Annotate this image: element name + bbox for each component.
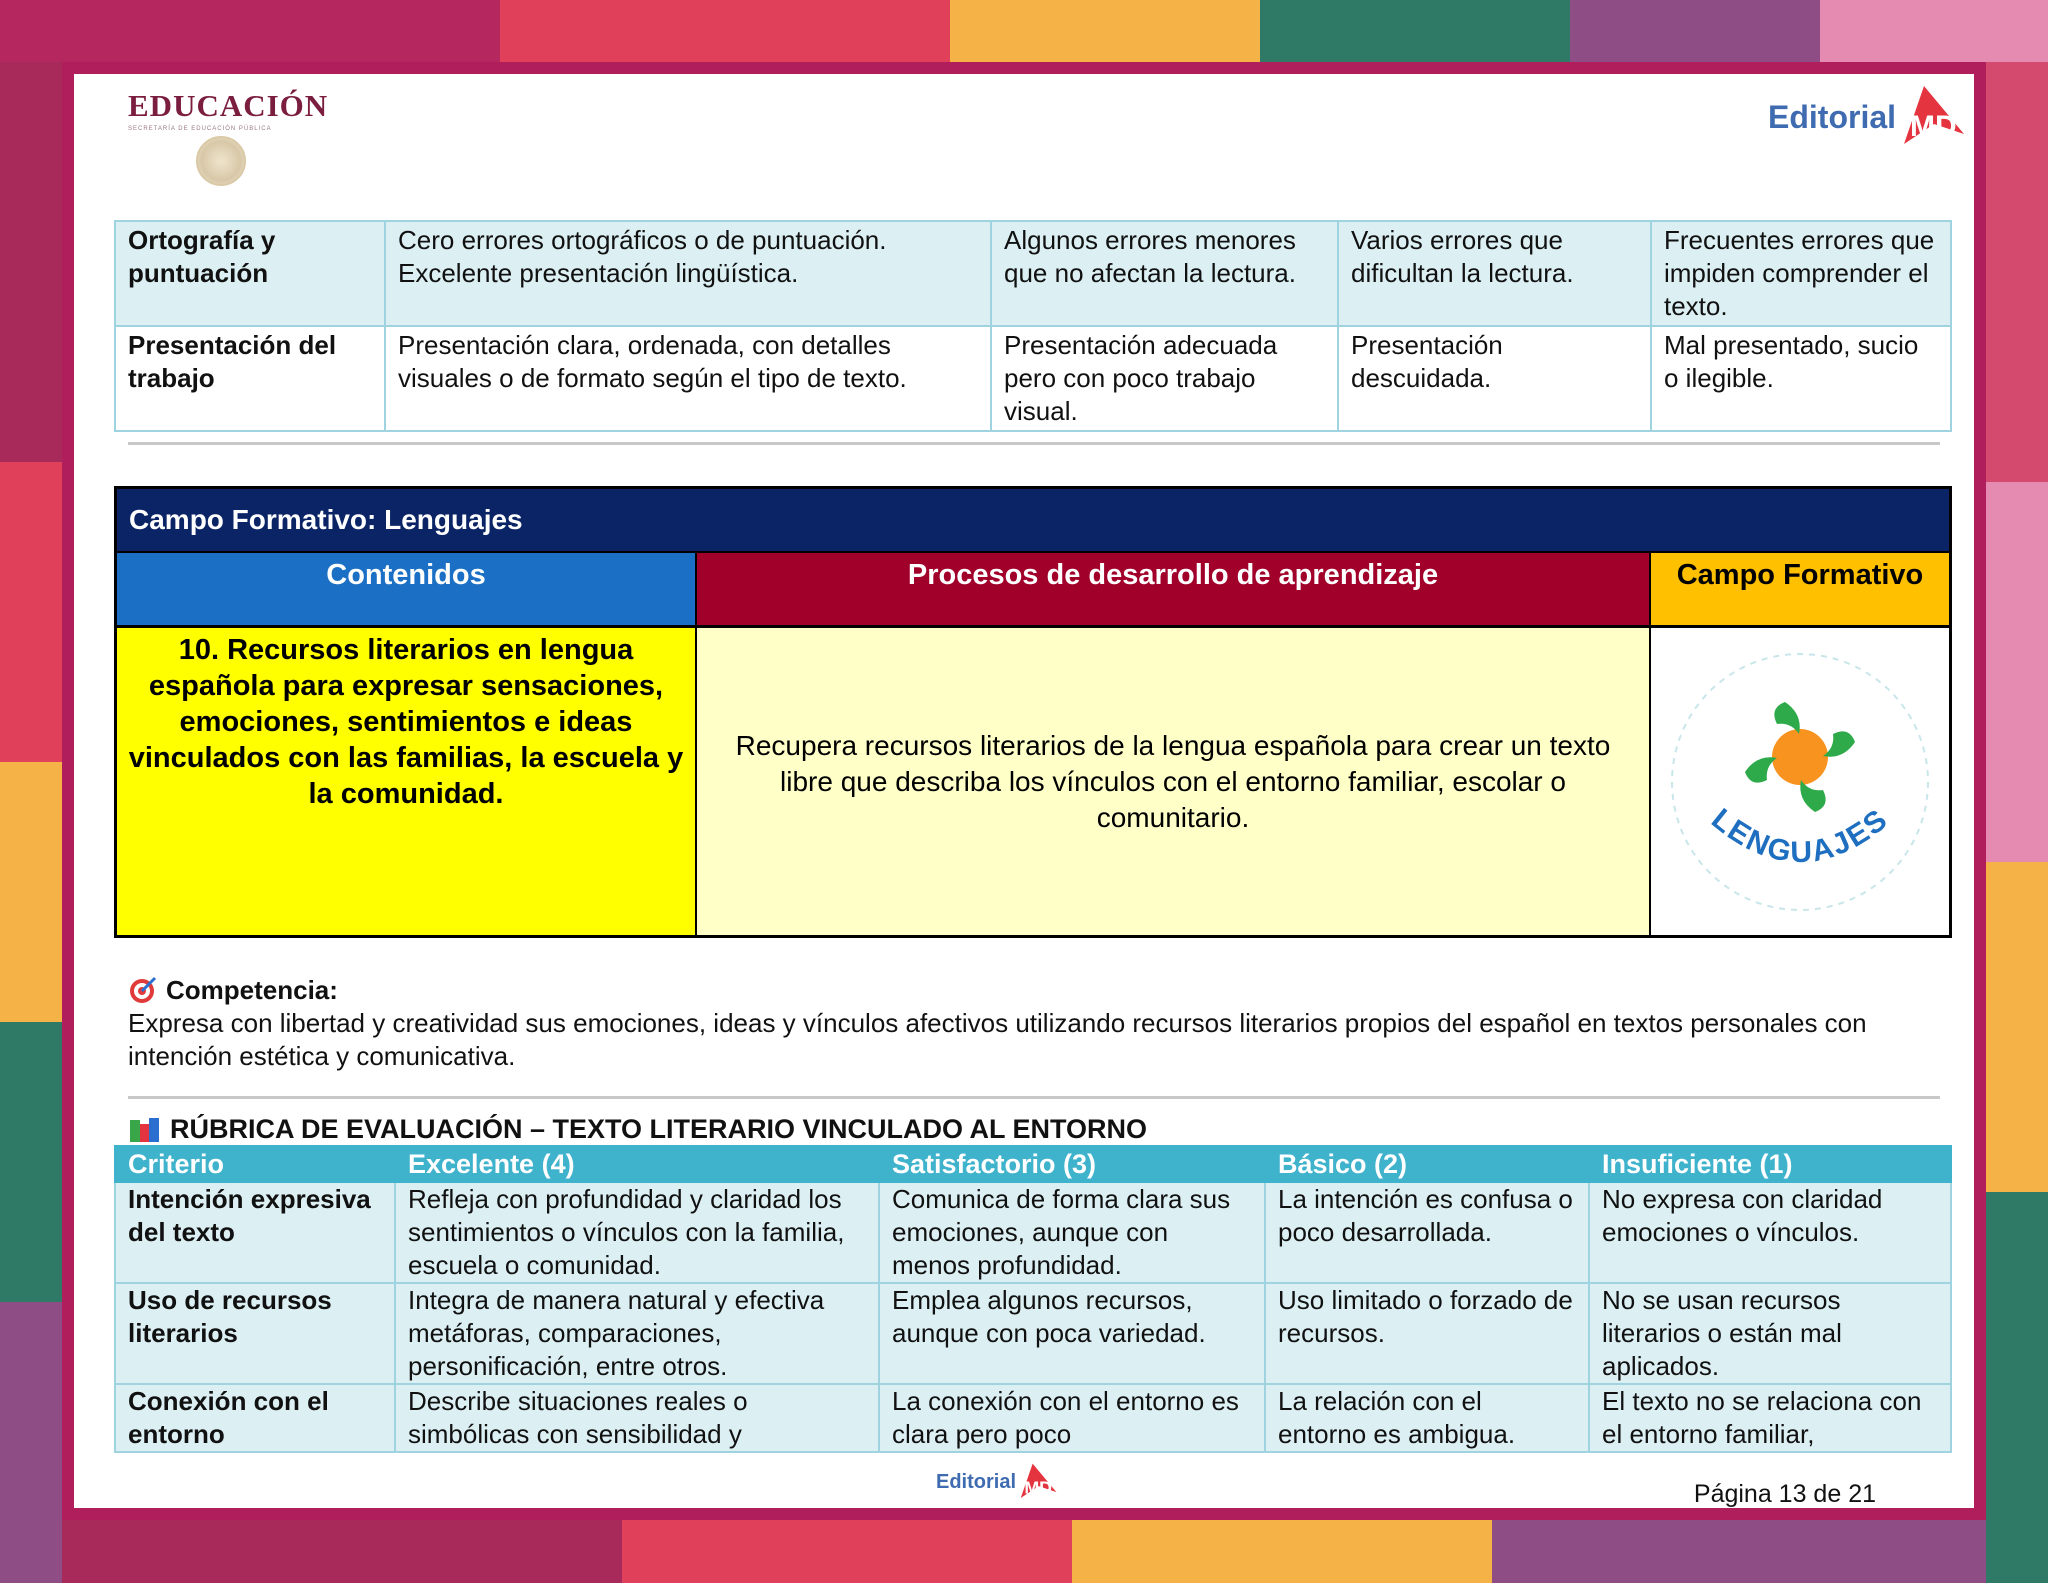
header-satisfactorio: Satisfactorio (3) [879, 1146, 1265, 1182]
background-block [0, 1302, 62, 1583]
satisfactory-cell: La conexión con el entorno es clara pero poco [879, 1384, 1265, 1452]
footer-editorial-word: Editorial [936, 1470, 1017, 1493]
header-criterio: Criterio [115, 1146, 395, 1182]
satisfactory-cell: Presentación adecuada pero con poco trabajo visual. [991, 326, 1338, 431]
excellent-cell: Integra de manera natural y efectiva metáforas, comparaciones, personificación, entre otros. [395, 1283, 879, 1384]
rubric-header-row [115, 1146, 1951, 1182]
background-block [1986, 482, 2048, 862]
criterion-cell: Conexión con el entorno [115, 1384, 395, 1452]
excellent-cell: Describe situaciones reales o simbólicas con sensibilidad y [395, 1384, 879, 1452]
footer-md-mark-icon [1016, 1460, 1060, 1504]
competencia-text: Expresa con libertad y creatividad sus emociones, ideas y vínculos afectivos utilizando recursos literarios propios del español en textos personales con intención estética y comunicativa. [128, 1008, 1867, 1071]
background-block [622, 1520, 1072, 1583]
insufficient-cell: Frecuentes errores que impiden comprender el texto. [1651, 221, 1951, 326]
background-block [0, 462, 62, 762]
background-block [950, 0, 1260, 62]
sep-logo-subtitle: SECRETARÍA DE EDUCACIÓN PÚBLICA [128, 126, 272, 132]
criterion-cell: Ortografía y puntuación [115, 221, 385, 326]
background-block [0, 0, 500, 62]
editorial-md-logo [1768, 80, 1970, 154]
campo-header-row [117, 553, 1949, 628]
table-row [115, 1384, 1951, 1452]
excellent-cell: Cero errores ortográficos o de puntuación. Excelente presentación lingüística. [385, 221, 991, 326]
svg-text:LENGUAJES [1705, 802, 1894, 869]
sep-logo-word: EDUCACIÓN [128, 88, 329, 123]
header-excelente: Excelente (4) [395, 1146, 879, 1182]
basic-cell: La relación con el entorno es ambigua. [1265, 1384, 1589, 1452]
campo-title: Campo Formativo: Lenguajes [117, 489, 1949, 553]
rubric-title-text: RÚBRICA DE EVALUACIÓN – TEXTO LITERARIO VINCULADO AL ENTORNO [170, 1114, 1148, 1144]
basic-cell: Varios errores que dificultan la lectura. [1338, 221, 1651, 326]
procesos-header: Procesos de desarrollo de aprendizaje [697, 553, 1651, 625]
divider [128, 1096, 1940, 1099]
lenguajes-badge-text: LENGUAJES [1705, 801, 1895, 869]
table-row [115, 1283, 1951, 1384]
criterion-cell: Presentación del trabajo [115, 326, 385, 431]
table-row [115, 1182, 1951, 1283]
campo-formativo-header: Campo Formativo [1651, 553, 1949, 625]
background-block [1986, 62, 2048, 482]
contenidos-header: Contenidos [117, 553, 697, 625]
rubric-table [114, 1145, 1952, 1453]
satisfactory-cell: Emplea algunos recursos, aunque con poca variedad. [879, 1283, 1265, 1384]
document-page [74, 74, 1974, 1508]
background-block [1260, 0, 1570, 62]
table-row [115, 221, 1951, 326]
background-block [1570, 0, 1820, 62]
books-icon [128, 1116, 162, 1144]
basic-cell: Uso limitado o forzado de recursos. [1265, 1283, 1589, 1384]
background-block [1986, 862, 2048, 1192]
insufficient-cell: No se usan recursos literarios o están mal aplicados. [1589, 1283, 1951, 1384]
insufficient-cell: El texto no se relaciona con el entorno familiar, [1589, 1384, 1951, 1452]
lenguajes-badge-icon [1665, 647, 1935, 917]
proceso-cell [697, 628, 1651, 935]
campo-formativo-table [114, 486, 1952, 938]
table-row [115, 326, 1951, 431]
background-block [1492, 1520, 1986, 1583]
rubric-continuation-table [114, 220, 1952, 432]
sep-logo [128, 88, 328, 132]
background-block [500, 0, 950, 62]
background-block [62, 1520, 622, 1583]
background-block [1820, 0, 2048, 62]
divider [128, 442, 1940, 445]
proceso-text: Recupera recursos literarios de la lengua española para crear un texto libre que describa los vínculos con el entorno familiar, escolar o comunitario. [735, 729, 1611, 833]
criterion-cell: Uso de recursos literarios [115, 1283, 395, 1384]
contenido-cell: 10. Recursos literarios en lengua española para expresar sensaciones, emociones, sentimientos e ideas vinculados con las familias, la escuela y la comunidad. [117, 628, 697, 935]
excellent-cell: Presentación clara, ordenada, con detalles visuales o de formato según el tipo de texto. [385, 326, 991, 431]
target-icon [128, 975, 158, 1005]
criterion-cell: Intención expresiva del texto [115, 1182, 395, 1283]
background-block [0, 762, 62, 1022]
campo-body-row [117, 628, 1949, 935]
satisfactory-cell: Algunos errores menores que no afectan la lectura. [991, 221, 1338, 326]
insufficient-cell: No expresa con claridad emociones o vínculos. [1589, 1182, 1951, 1283]
competencia-section [128, 974, 1940, 1073]
background-block [1986, 1192, 2048, 1583]
header-basico: Básico (2) [1265, 1146, 1589, 1182]
rubric-title [128, 1114, 1147, 1145]
header-insuficiente: Insuficiente (1) [1589, 1146, 1951, 1182]
basic-cell: Presentación descuidada. [1338, 326, 1651, 431]
footer-md-mark-text: MD [1024, 1477, 1053, 1498]
basic-cell: La intención es confusa o poco desarrollada. [1265, 1182, 1589, 1283]
background-block [0, 62, 62, 462]
excellent-cell: Refleja con profundidad y claridad los sentimientos o vínculos con la familia, escuela o comunidad. [395, 1182, 879, 1283]
background-block [0, 1022, 62, 1302]
md-mark-icon [1896, 80, 1970, 154]
footer-editorial-logo [936, 1460, 1060, 1504]
national-seal-icon [196, 136, 246, 186]
lenguajes-badge-cell [1651, 628, 1949, 935]
insufficient-cell: Mal presentado, sucio o ilegible. [1651, 326, 1951, 431]
competencia-label: Competencia: [166, 975, 338, 1005]
satisfactory-cell: Comunica de forma clara sus emociones, aunque con menos profundidad. [879, 1182, 1265, 1283]
page-number: Página 13 de 21 [1693, 1480, 1876, 1508]
md-mark-text: MD [1910, 110, 1957, 143]
editorial-word: Editorial [1768, 98, 1897, 135]
background-block [1072, 1520, 1492, 1583]
